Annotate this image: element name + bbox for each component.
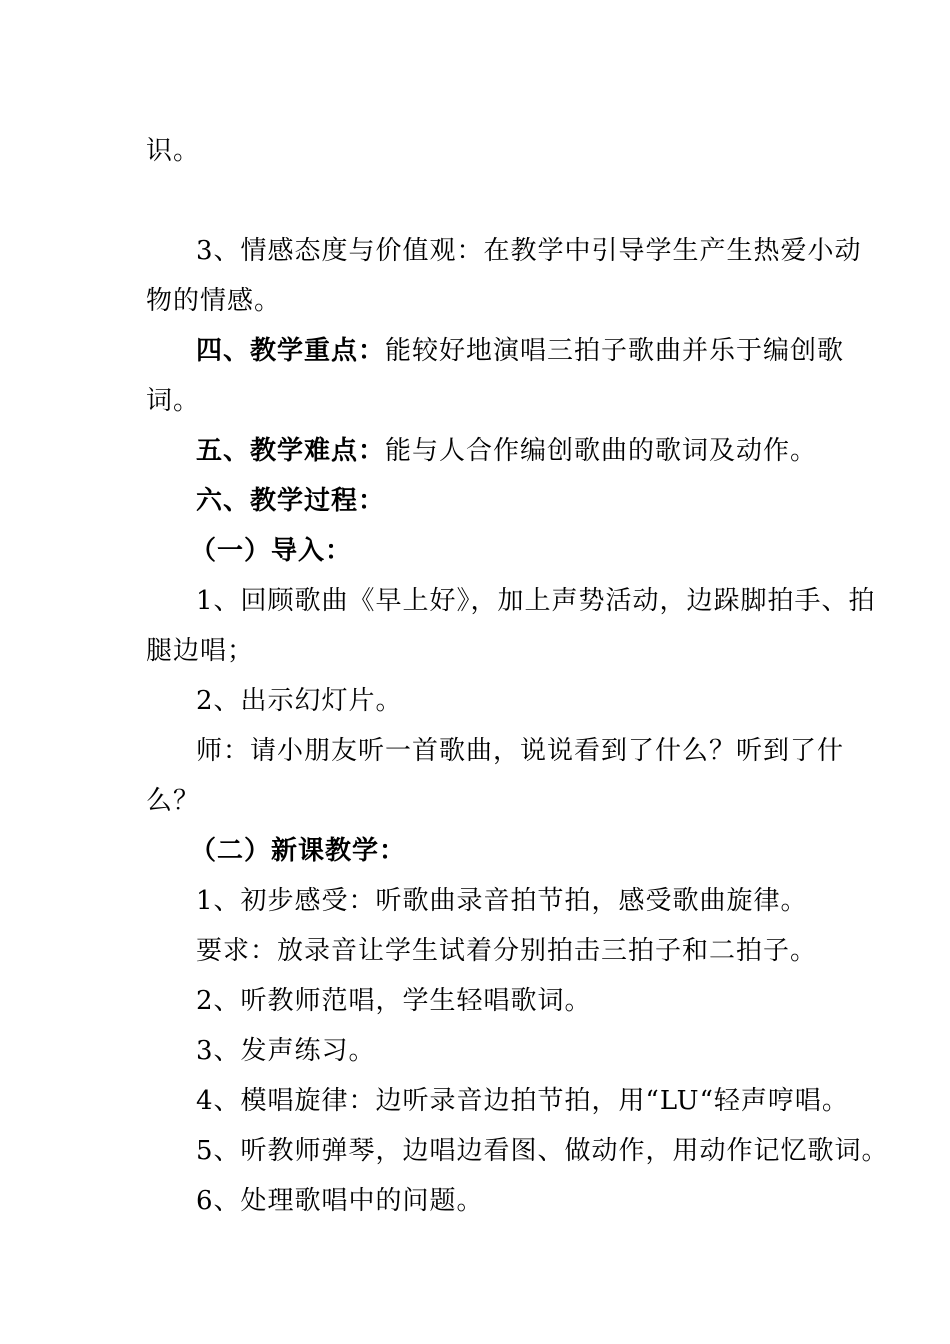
text-line: 4、模唱旋律：边听录音边拍节拍，用“LU“轻声哼唱。 [196, 1086, 849, 1116]
section-text: 能与人合作编创歌曲的歌词及动作。 [385, 436, 818, 466]
text-line: 6、处理歌唱中的问题。 [196, 1186, 484, 1216]
text-line: 1、初步感受：听歌曲录音拍节拍，感受歌曲旋律。 [196, 886, 808, 916]
teaching-difficulty-line [196, 436, 817, 466]
text-line: 词。 [146, 386, 201, 416]
text-line: 1、回顾歌曲《早上好》，加上声势活动，边跺脚拍手、拍 [196, 586, 876, 616]
text-line: 识。 [146, 136, 201, 166]
section-text: 能较好地演唱三拍子歌曲并乐于编创歌 [385, 336, 845, 366]
teaching-focus-line [196, 336, 844, 366]
subsection-heading: （一）导入： [190, 536, 353, 566]
subsection-heading: （二）新课教学： [190, 836, 407, 866]
text-line: 物的情感。 [146, 286, 282, 316]
section-heading: 四、教学重点： [196, 336, 386, 366]
text-line: 要求：放录音让学生试着分别拍击三拍子和二拍子。 [196, 936, 818, 966]
text-line: 腿边唱； [146, 636, 255, 666]
text-line: 师：请小朋友听一首歌曲，说说看到了什么？听到了什 [196, 736, 845, 766]
text-line: 3、情感态度与价值观：在教学中引导学生产生热爱小动 [196, 236, 862, 266]
text-line: 2、出示幻灯片。 [196, 686, 403, 716]
section-heading: 五、教学难点： [196, 436, 386, 466]
text-line: 么？ [146, 786, 201, 816]
text-line: 5、听教师弹琴，边唱边看图、做动作，用动作记忆歌词。 [196, 1136, 889, 1166]
text-line: 2、听教师范唱，学生轻唱歌词。 [196, 986, 592, 1016]
text-line: 3、发声练习。 [196, 1036, 376, 1066]
section-heading: 六、教学过程： [196, 486, 386, 516]
